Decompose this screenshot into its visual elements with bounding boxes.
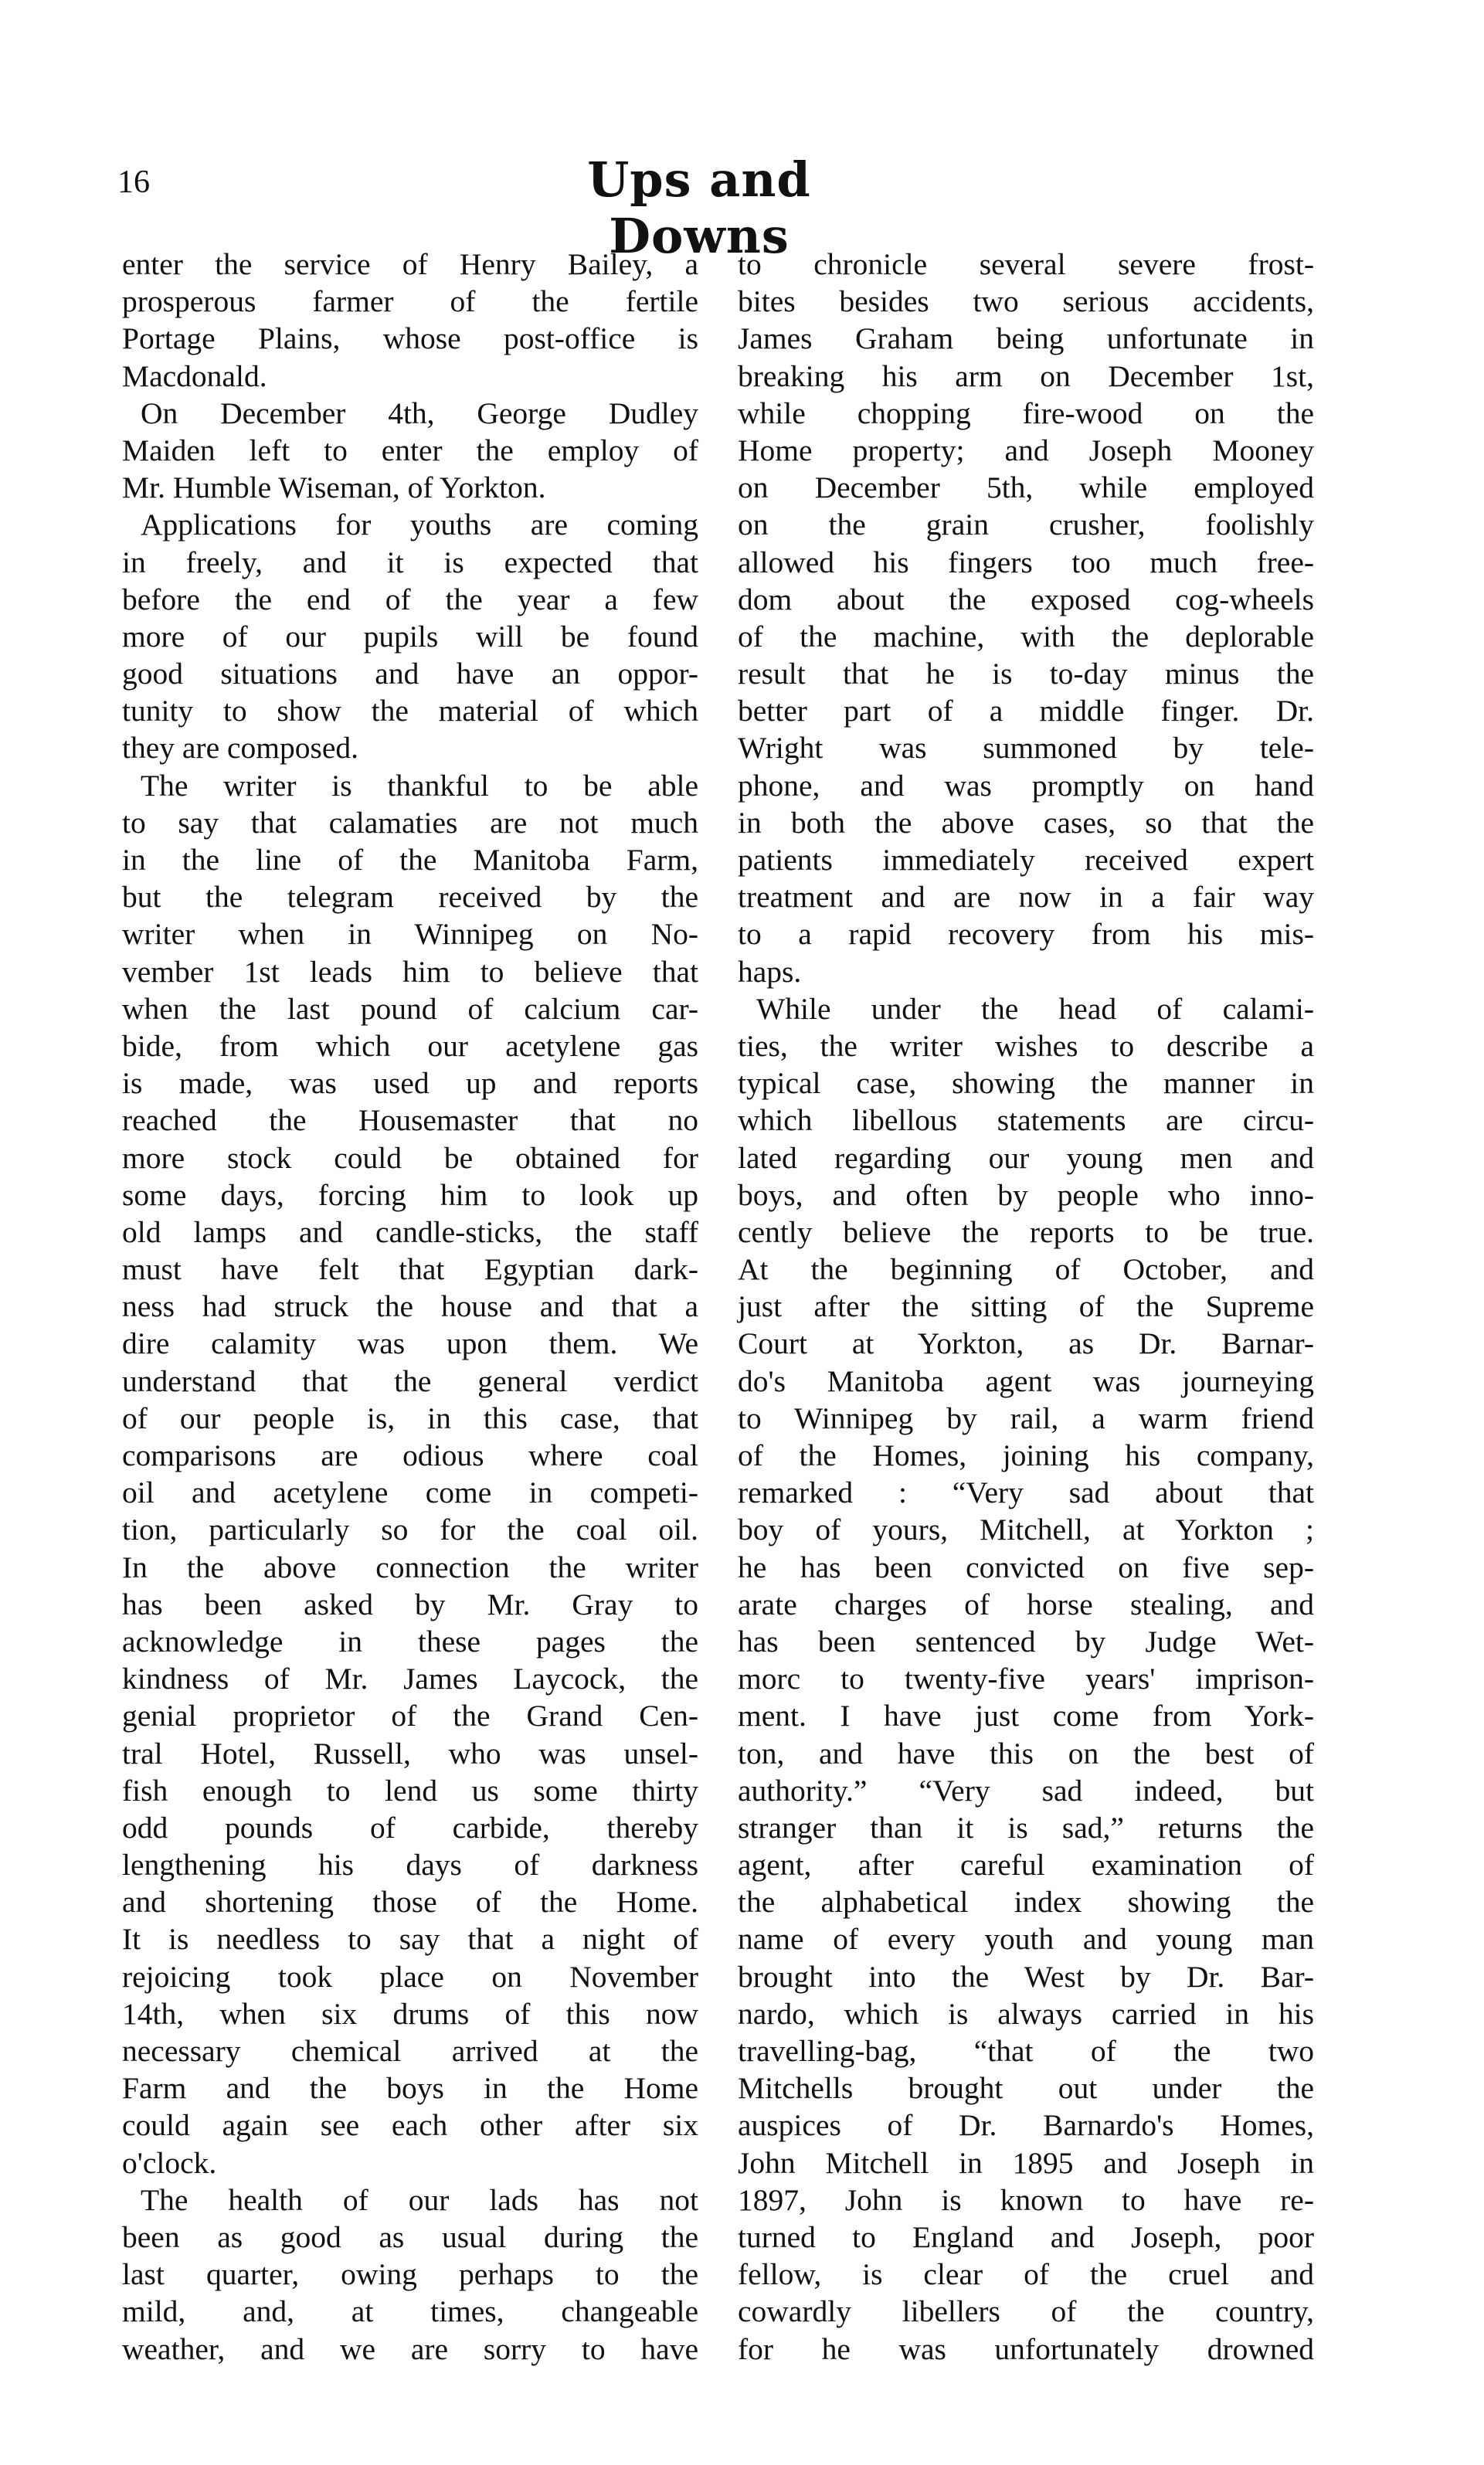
text-line: authority.” “Very sad indeed, but bbox=[738, 1773, 1314, 1808]
text-line: nardo, which is always carried in his bbox=[738, 1996, 1314, 2031]
text-line: tion, particularly so for the coal oil. bbox=[122, 1513, 698, 1547]
text-line: writer when in Winnipeg on No- bbox=[122, 917, 698, 952]
text-line: 1897, John is known to have re- bbox=[738, 2182, 1314, 2217]
text-line: dire calamity was upon them. We bbox=[122, 1326, 698, 1361]
text-line: At the beginning of October, and bbox=[738, 1252, 1314, 1287]
text-line: to say that calamaties are not much bbox=[122, 805, 698, 840]
text-line: lated regarding our young men and bbox=[738, 1140, 1314, 1175]
text-line: morc to twenty-five years' imprison- bbox=[738, 1662, 1314, 1696]
text-line: rejoicing took place on November bbox=[122, 1959, 698, 1994]
text-line: more stock could be obtained for bbox=[122, 1140, 698, 1175]
text-line: John Mitchell in 1895 and Joseph in bbox=[738, 2145, 1314, 2180]
text-line: weather, and we are sorry to have bbox=[122, 2331, 698, 2366]
text-line: Macdonald. bbox=[122, 358, 267, 393]
text-line: While under the head of calami- bbox=[756, 991, 1314, 1026]
right-column bbox=[738, 246, 1314, 2368]
text-line: auspices of Dr. Barnardo's Homes, bbox=[738, 2108, 1314, 2143]
text-line: On December 4th, George Dudley bbox=[141, 396, 698, 430]
text-line: necessary chemical arrived at the bbox=[122, 2034, 698, 2068]
text-line: odd pounds of carbide, thereby bbox=[122, 1810, 698, 1845]
text-line: travelling-bag, “that of the two bbox=[738, 2034, 1314, 2068]
text-line: stranger than it is sad,” returns the bbox=[738, 1810, 1314, 1845]
text-line: James Graham being unfortunate in bbox=[738, 321, 1314, 356]
text-line: when the last pound of calcium car- bbox=[122, 991, 698, 1026]
running-head: Ups and Downs bbox=[587, 151, 811, 264]
text-line: 14th, when six drums of this now bbox=[122, 1996, 698, 2031]
text-line: lengthening his days of darkness bbox=[122, 1848, 698, 1883]
text-line: has been sentenced by Judge Wet- bbox=[738, 1624, 1314, 1659]
text-line: understand that the general verdict bbox=[122, 1363, 698, 1398]
text-line: bites besides two serious accidents, bbox=[738, 284, 1314, 319]
text-line: prosperous farmer of the fertile bbox=[122, 284, 698, 319]
text-line: brought into the West by Dr. Bar- bbox=[738, 1959, 1314, 1994]
text-line: on December 5th, while employed bbox=[738, 470, 1314, 505]
text-line: dom about the exposed cog-wheels bbox=[738, 582, 1314, 616]
text-line: arate charges of horse stealing, and bbox=[738, 1587, 1314, 1621]
text-line: ment. I have just come from York- bbox=[738, 1699, 1314, 1733]
text-line: cowardly libellers of the country, bbox=[738, 2294, 1314, 2329]
text-line: old lamps and candle-sticks, the staff bbox=[122, 1214, 698, 1249]
text-line: in freely, and it is expected that bbox=[122, 545, 698, 579]
text-line: boy of yours, Mitchell, at Yorkton ; bbox=[738, 1513, 1314, 1547]
text-line: treatment and are now in a fair way bbox=[738, 880, 1314, 915]
text-line: the alphabetical index showing the bbox=[738, 1885, 1314, 1920]
text-line: genial proprietor of the Grand Cen- bbox=[122, 1699, 698, 1733]
text-line: could again see each other after six bbox=[122, 2108, 698, 2143]
text-line: is made, was used up and reports bbox=[122, 1066, 698, 1101]
text-line: has been asked by Mr. Gray to bbox=[122, 1587, 698, 1621]
text-line: The health of our lads has not bbox=[141, 2182, 698, 2217]
text-line: some days, forcing him to look up bbox=[122, 1177, 698, 1212]
text-line: while chopping fire-wood on the bbox=[738, 396, 1314, 430]
text-line: to Winnipeg by rail, a warm friend bbox=[738, 1401, 1314, 1435]
text-line: Maiden left to enter the employ of bbox=[122, 433, 698, 467]
text-line: agent, after careful examination of bbox=[738, 1848, 1314, 1883]
text-line: The writer is thankful to be able bbox=[141, 768, 698, 803]
text-line: must have felt that Egyptian dark- bbox=[122, 1252, 698, 1287]
text-line: boys, and often by people who inno- bbox=[738, 1177, 1314, 1212]
text-line: and shortening those of the Home. bbox=[122, 1885, 698, 1920]
left-column bbox=[122, 246, 698, 2368]
text-line: just after the sitting of the Supreme bbox=[738, 1289, 1314, 1324]
text-line: patients immediately received expert bbox=[738, 843, 1314, 877]
text-line: Mitchells brought out under the bbox=[738, 2071, 1314, 2106]
text-line: fellow, is clear of the cruel and bbox=[738, 2257, 1314, 2292]
text-line: on the grain crusher, foolishly bbox=[738, 508, 1314, 542]
text-line: Home property; and Joseph Mooney bbox=[738, 433, 1314, 467]
page-number: 16 bbox=[117, 165, 150, 200]
text-line: name of every youth and young man bbox=[738, 1922, 1314, 1957]
text-line: good situations and have an oppor- bbox=[122, 657, 698, 691]
text-line: before the end of the year a few bbox=[122, 582, 698, 616]
text-line: Portage Plains, whose post-office is bbox=[122, 321, 698, 356]
text-line: comparisons are odious where coal bbox=[122, 1438, 698, 1472]
text-line: Court at Yorkton, as Dr. Barnar- bbox=[738, 1326, 1314, 1361]
text-line: to chronicle several severe frost- bbox=[738, 247, 1314, 281]
text-line: in the line of the Manitoba Farm, bbox=[122, 843, 698, 877]
text-line: oil and acetylene come in competi- bbox=[122, 1475, 698, 1510]
text-line: Mr. Humble Wiseman, of Yorkton. bbox=[122, 470, 546, 505]
text-line: bide, from which our acetylene gas bbox=[122, 1028, 698, 1063]
text-line: ness had struck the house and that a bbox=[122, 1289, 698, 1324]
text-line: in both the above cases, so that the bbox=[738, 805, 1314, 840]
text-line: been as good as usual during the bbox=[122, 2219, 698, 2254]
text-line: to a rapid recovery from his mis- bbox=[738, 917, 1314, 952]
text-line: tunity to show the material of which bbox=[122, 694, 698, 728]
text-line: of our people is, in this case, that bbox=[122, 1401, 698, 1435]
text-line: Farm and the boys in the Home bbox=[122, 2071, 698, 2106]
text-line: o'clock. bbox=[122, 2145, 217, 2180]
text-line: he has been convicted on five sep- bbox=[738, 1550, 1314, 1584]
text-line: ton, and have this on the best of bbox=[738, 1736, 1314, 1771]
text-line: enter the service of Henry Bailey, a bbox=[122, 247, 698, 281]
text-line: more of our pupils will be found bbox=[122, 619, 698, 654]
text-line: typical case, showing the manner in bbox=[738, 1066, 1314, 1101]
text-line: It is needless to say that a night of bbox=[122, 1922, 698, 1957]
text-line: of the Homes, joining his company, bbox=[738, 1438, 1314, 1472]
text-line: mild, and, at times, changeable bbox=[122, 2294, 698, 2329]
text-line: In the above connection the writer bbox=[122, 1550, 698, 1584]
text-line: but the telegram received by the bbox=[122, 880, 698, 915]
text-line: acknowledge in these pages the bbox=[122, 1624, 698, 1659]
text-line: phone, and was promptly on hand bbox=[738, 768, 1314, 803]
text-line: of the machine, with the deplorable bbox=[738, 619, 1314, 654]
text-line: last quarter, owing perhaps to the bbox=[122, 2257, 698, 2292]
text-line: turned to England and Joseph, poor bbox=[738, 2219, 1314, 2254]
text-line: cently believe the reports to be true. bbox=[738, 1214, 1314, 1249]
text-line: for he was unfortunately drowned bbox=[738, 2331, 1314, 2366]
text-line: they are composed. bbox=[122, 731, 359, 766]
text-line: kindness of Mr. James Laycock, the bbox=[122, 1662, 698, 1696]
text-line: tral Hotel, Russell, who was unsel- bbox=[122, 1736, 698, 1771]
text-line: allowed his fingers too much free- bbox=[738, 545, 1314, 579]
text-line: reached the Housemaster that no bbox=[122, 1103, 698, 1138]
text-line: result that he is to-day minus the bbox=[738, 657, 1314, 691]
text-line: ties, the writer wishes to describe a bbox=[738, 1028, 1314, 1063]
text-line: Wright was summoned by tele- bbox=[738, 731, 1314, 766]
text-line: do's Manitoba agent was journeying bbox=[738, 1363, 1314, 1398]
text-line: which libellous statements are circu- bbox=[738, 1103, 1314, 1138]
text-line: remarked : “Very sad about that bbox=[738, 1475, 1314, 1510]
text-line: Applications for youths are coming bbox=[141, 508, 698, 542]
text-line: fish enough to lend us some thirty bbox=[122, 1773, 698, 1808]
text-line: vember 1st leads him to believe that bbox=[122, 954, 698, 989]
text-line: better part of a middle finger. Dr. bbox=[738, 694, 1314, 728]
text-line: breaking his arm on December 1st, bbox=[738, 358, 1314, 393]
text-line: haps. bbox=[738, 954, 802, 989]
